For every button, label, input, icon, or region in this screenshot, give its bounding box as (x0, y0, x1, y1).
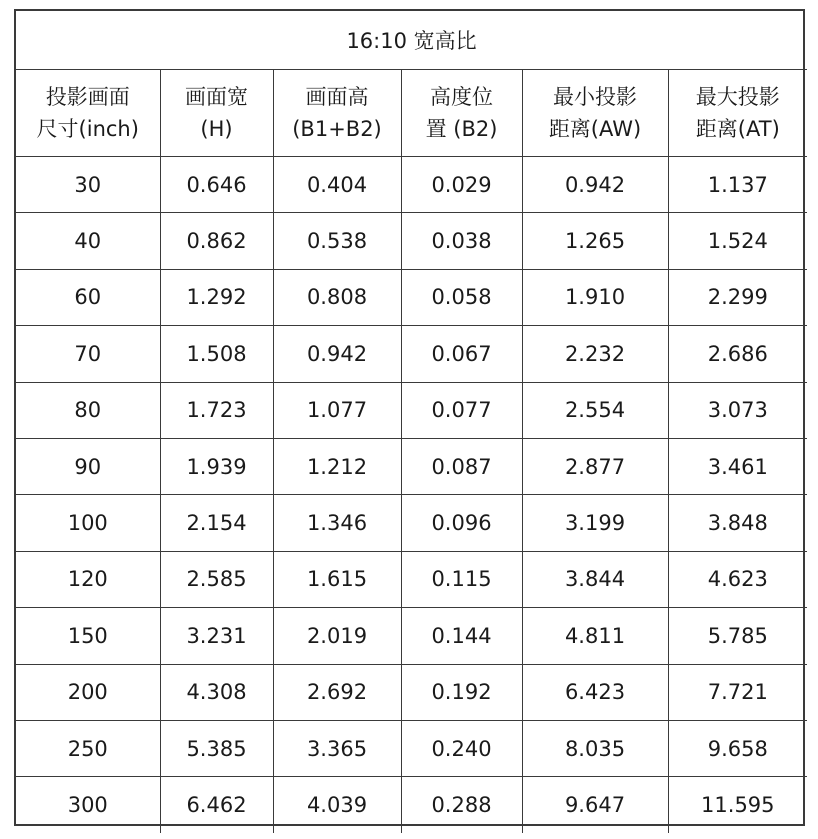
cell-min-distance: 9.647 (522, 777, 668, 833)
cell-max-distance: 2.299 (668, 269, 807, 325)
cell-height-position: 0.029 (401, 157, 522, 213)
cell-height-position: 0.240 (401, 720, 522, 776)
header-width (160, 70, 273, 157)
header-max-distance (668, 70, 807, 157)
cell-height: 1.077 (273, 382, 401, 438)
table-row (16, 495, 807, 551)
header-line: 画面高 (305, 85, 369, 109)
table-row (16, 608, 807, 664)
table-title: 16:10 宽高比 (16, 11, 807, 70)
projection-size-table (16, 11, 807, 833)
table-row (16, 382, 807, 438)
cell-height: 2.019 (273, 608, 401, 664)
header-line: 置 (B2) (425, 117, 498, 141)
cell-max-distance: 3.461 (668, 438, 807, 494)
header-min-distance (522, 70, 668, 157)
cell-height-position: 0.038 (401, 213, 522, 269)
cell-max-distance: 2.686 (668, 326, 807, 382)
cell-height: 0.538 (273, 213, 401, 269)
cell-max-distance: 4.623 (668, 551, 807, 607)
cell-width: 4.308 (160, 664, 273, 720)
cell-height-position: 0.288 (401, 777, 522, 833)
cell-height: 0.808 (273, 269, 401, 325)
cell-min-distance: 1.910 (522, 269, 668, 325)
cell-screen-size: 70 (16, 326, 160, 382)
cell-height: 1.346 (273, 495, 401, 551)
cell-width: 5.385 (160, 720, 273, 776)
cell-min-distance: 2.877 (522, 438, 668, 494)
header-height-position (401, 70, 522, 157)
table-row (16, 664, 807, 720)
cell-height-position: 0.077 (401, 382, 522, 438)
cell-screen-size: 80 (16, 382, 160, 438)
table-row (16, 213, 807, 269)
header-line: 投影画面 (45, 85, 130, 109)
table-row (16, 720, 807, 776)
cell-min-distance: 0.942 (522, 157, 668, 213)
cell-width: 2.154 (160, 495, 273, 551)
table-row (16, 157, 807, 213)
header-line: 尺寸(inch) (36, 117, 139, 141)
cell-height: 3.365 (273, 720, 401, 776)
cell-screen-size: 120 (16, 551, 160, 607)
cell-min-distance: 3.844 (522, 551, 668, 607)
cell-screen-size: 60 (16, 269, 160, 325)
cell-max-distance: 7.721 (668, 664, 807, 720)
cell-screen-size: 100 (16, 495, 160, 551)
cell-min-distance: 6.423 (522, 664, 668, 720)
table-header-row (16, 70, 807, 157)
header-line: 最小投影 (553, 85, 637, 109)
cell-screen-size: 90 (16, 438, 160, 494)
cell-min-distance: 4.811 (522, 608, 668, 664)
cell-max-distance: 3.848 (668, 495, 807, 551)
header-screen-size (16, 70, 160, 157)
cell-width: 6.462 (160, 777, 273, 833)
cell-screen-size: 40 (16, 213, 160, 269)
cell-width: 2.585 (160, 551, 273, 607)
cell-min-distance: 2.554 (522, 382, 668, 438)
cell-max-distance: 5.785 (668, 608, 807, 664)
cell-width: 3.231 (160, 608, 273, 664)
cell-height-position: 0.192 (401, 664, 522, 720)
cell-height-position: 0.096 (401, 495, 522, 551)
cell-screen-size: 150 (16, 608, 160, 664)
table-row (16, 269, 807, 325)
header-line: 距离(AW) (548, 117, 642, 141)
table-row (16, 551, 807, 607)
cell-max-distance: 1.524 (668, 213, 807, 269)
cell-screen-size: 300 (16, 777, 160, 833)
cell-height: 0.404 (273, 157, 401, 213)
cell-screen-size: 200 (16, 664, 160, 720)
table-title-row (16, 11, 807, 70)
cell-min-distance: 8.035 (522, 720, 668, 776)
cell-height: 0.942 (273, 326, 401, 382)
header-line: (B1+B2) (292, 117, 382, 141)
table-row (16, 777, 807, 833)
cell-width: 1.723 (160, 382, 273, 438)
cell-min-distance: 2.232 (522, 326, 668, 382)
cell-screen-size: 250 (16, 720, 160, 776)
header-line: 画面宽 (185, 85, 248, 109)
cell-max-distance: 11.595 (668, 777, 807, 833)
cell-screen-size: 30 (16, 157, 160, 213)
cell-max-distance: 1.137 (668, 157, 807, 213)
table-body (16, 157, 807, 833)
cell-width: 1.292 (160, 269, 273, 325)
header-line: 最大投影 (695, 85, 780, 109)
cell-height-position: 0.144 (401, 608, 522, 664)
header-line: 距离(AT) (695, 117, 780, 141)
cell-max-distance: 9.658 (668, 720, 807, 776)
projection-table-frame (14, 9, 805, 826)
cell-height-position: 0.058 (401, 269, 522, 325)
cell-width: 0.646 (160, 157, 273, 213)
cell-max-distance: 3.073 (668, 382, 807, 438)
cell-height-position: 0.115 (401, 551, 522, 607)
cell-width: 1.508 (160, 326, 273, 382)
cell-height: 1.212 (273, 438, 401, 494)
cell-min-distance: 3.199 (522, 495, 668, 551)
cell-min-distance: 1.265 (522, 213, 668, 269)
cell-width: 1.939 (160, 438, 273, 494)
cell-height: 1.615 (273, 551, 401, 607)
header-height (273, 70, 401, 157)
table-row (16, 326, 807, 382)
cell-height-position: 0.067 (401, 326, 522, 382)
table-row (16, 438, 807, 494)
cell-width: 0.862 (160, 213, 273, 269)
cell-height-position: 0.087 (401, 438, 522, 494)
header-line: (H) (200, 117, 233, 141)
header-line: 高度位 (430, 85, 493, 109)
cell-height: 4.039 (273, 777, 401, 833)
cell-height: 2.692 (273, 664, 401, 720)
